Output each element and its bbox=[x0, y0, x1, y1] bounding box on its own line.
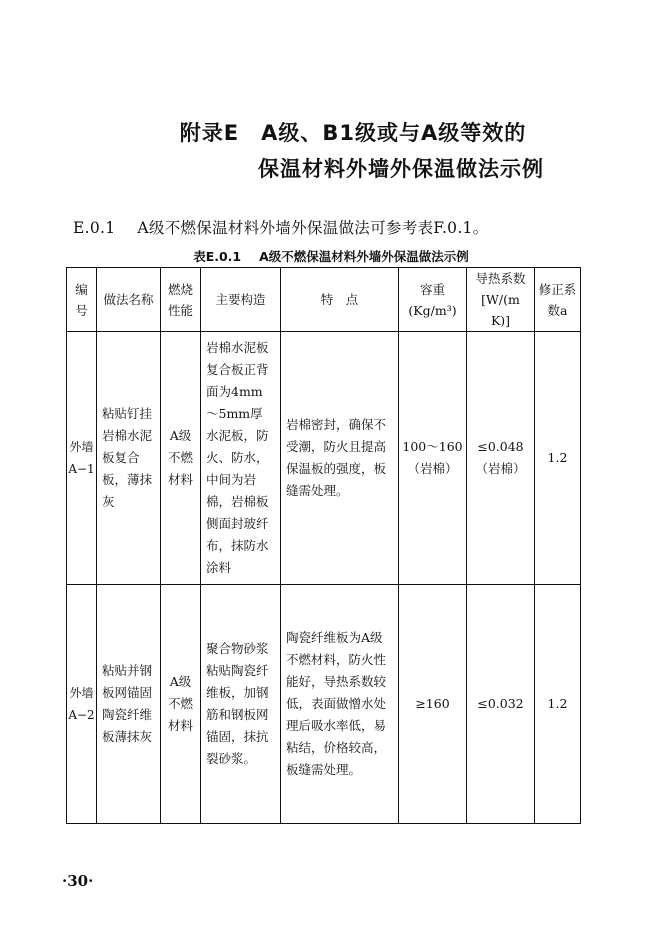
appendix-title-line2: 保温材料外墙外保温做法示例 bbox=[258, 157, 544, 181]
header-code: 编号 bbox=[67, 268, 97, 332]
cell-code: 外墙A−1 bbox=[67, 332, 97, 585]
cell-conductivity: ≤0.048（岩棉） bbox=[467, 332, 535, 585]
clause-text: A级不燃保温材料外墙外保温做法可参考表F.0.1。 bbox=[137, 219, 489, 237]
cell-construction: 聚合物砂浆粘贴陶瓷纤维板，加钢筋和钢板网锚固，抹抗裂砂浆。 bbox=[201, 585, 281, 824]
cell-density: 100～160（岩棉） bbox=[399, 332, 467, 585]
cell-code: 外墙A−2 bbox=[67, 585, 97, 824]
cell-construction: 岩棉水泥板复合板正背面为4mm～5mm厚水泥板，防火、防水，中间为岩棉，岩棉板侧面封玻纤布，抹防水涂料 bbox=[201, 332, 281, 585]
table-caption bbox=[0, 247, 662, 265]
table-caption-text: A级不燃保温材料外墙外保温做法示例 bbox=[259, 249, 469, 264]
table-row bbox=[67, 585, 581, 824]
cell-method: 粘贴钉挂岩棉水泥板复合板，薄抹灰 bbox=[97, 332, 161, 585]
header-conductivity: 导热系数[W/(m K)] bbox=[467, 268, 535, 332]
table-row bbox=[67, 332, 581, 585]
table-caption-number: 表E.0.1 bbox=[193, 249, 242, 264]
cell-combustion: A级不燃材料 bbox=[161, 585, 201, 824]
header-features: 特 点 bbox=[281, 268, 399, 332]
cell-density: ≥160 bbox=[399, 585, 467, 824]
clause-paragraph bbox=[73, 216, 489, 238]
page-number: ·30· bbox=[62, 872, 94, 890]
cell-correction: 1.2 bbox=[535, 332, 581, 585]
cell-correction: 1.2 bbox=[535, 585, 581, 824]
table-header-row bbox=[67, 268, 581, 332]
cell-method: 粘贴并钢板网锚固陶瓷纤维板薄抹灰 bbox=[97, 585, 161, 824]
header-density: 容重(Kg/m³) bbox=[399, 268, 467, 332]
cell-combustion: A级不燃材料 bbox=[161, 332, 201, 585]
header-construction: 主要构造 bbox=[201, 268, 281, 332]
clause-number: E.0.1 bbox=[73, 219, 116, 237]
header-method: 做法名称 bbox=[97, 268, 161, 332]
cell-features: 岩棉密封，确保不受潮，防火且提高保温板的强度，板缝需处理。 bbox=[281, 332, 399, 585]
appendix-title-line1: 附录E A级、B1级或与A级等效的 bbox=[179, 121, 527, 145]
cell-conductivity: ≤0.032 bbox=[467, 585, 535, 824]
insulation-method-table bbox=[66, 267, 581, 824]
cell-features: 陶瓷纤维板为A级不燃材料，防火性能好，导热系数较低，表面做憎水处理后吸水率低，易粘结，价格较高，板缝需处理。 bbox=[281, 585, 399, 824]
header-correction: 修正系数a bbox=[535, 268, 581, 332]
header-combustion: 燃烧性能 bbox=[161, 268, 201, 332]
